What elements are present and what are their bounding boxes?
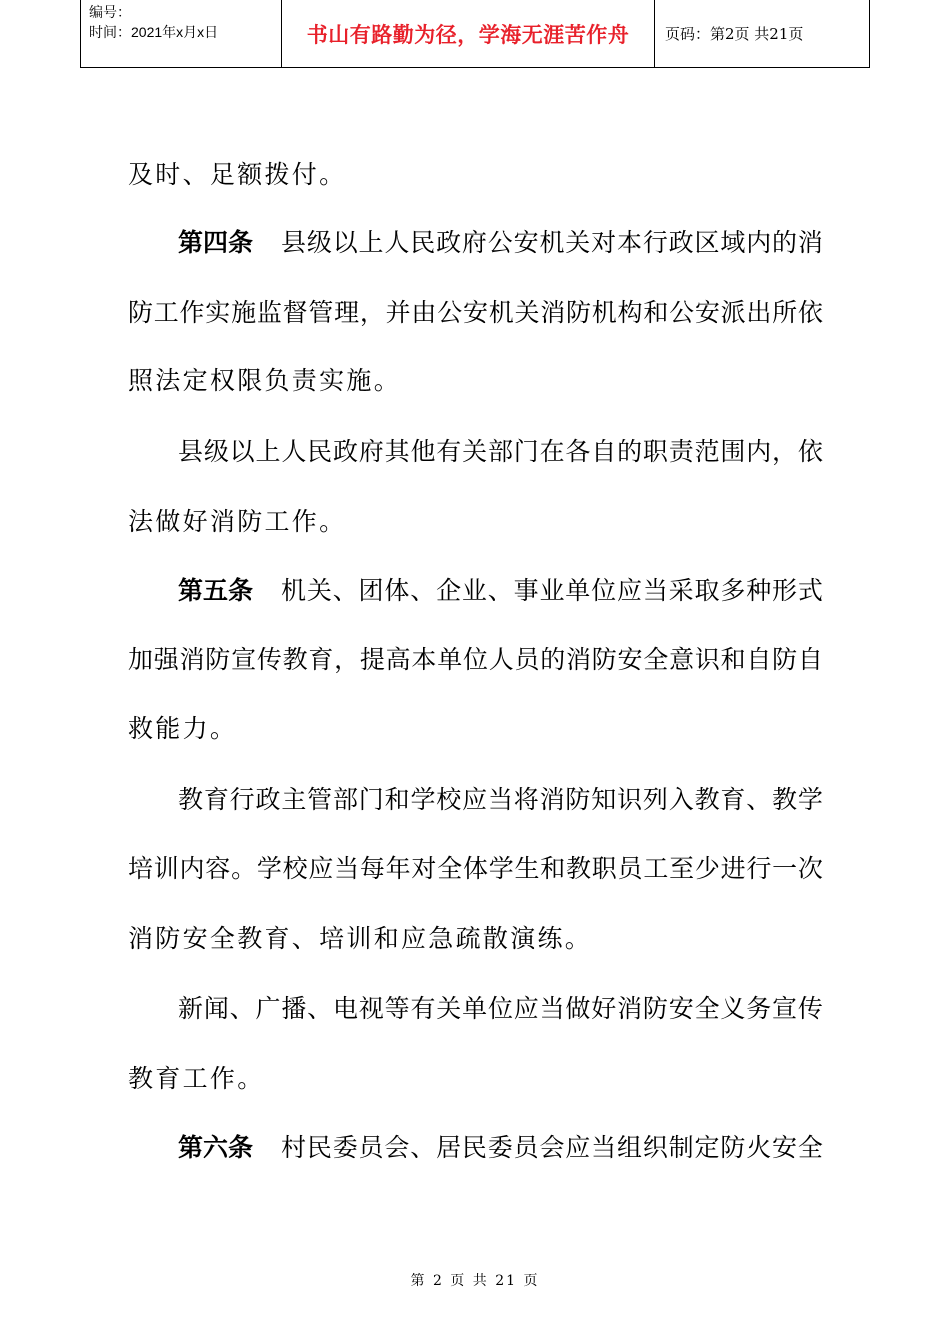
- text-line: [178, 437, 823, 467]
- text-line: [128, 298, 823, 328]
- text-line: [128, 366, 823, 396]
- page-header: [80, 0, 870, 68]
- page-footer: 第 2 页 共 21 页: [410, 1273, 540, 1289]
- text-line: [178, 1133, 823, 1163]
- header-page-info: 页码：第2页 共21页: [665, 25, 804, 43]
- line-text: 机 关 、 团 体 、 企 业 、 事 业 单 位 应 当 采 取 多 种 形 式: [281, 576, 823, 605]
- line-text: 县 级 以 上 人 民 政 府 其 他 有 关 部 门 在 各 自 的 职 责 范 围 内 ， 依: [178, 437, 823, 466]
- doc-number-label: 编号：: [89, 4, 131, 20]
- line-text: 防 工 作 实 施 监 督 管 理 ， 并 由 公 安 机 关 消 防 机 构 和 公 安 派 出 所 依: [128, 298, 823, 327]
- line-text: 新 闻 、 广 播 、 电 视 等 有 关 单 位 应 当 做 好 消 防 安 全 义 务 宣 传: [178, 994, 823, 1023]
- line-text: 及时、足额拨付。: [128, 160, 347, 189]
- header-motto-cell: [282, 0, 655, 67]
- text-line: [128, 507, 823, 537]
- line-text: 救能力。: [128, 714, 238, 743]
- line-text: 村 民 委 员 会 、 居 民 委 员 会 应 当 组 织 制 定 防 火 安 全: [281, 1133, 823, 1162]
- line-text: 加 强 消 防 宣 传 教 育 ， 提 高 本 单 位 人 员 的 消 防 安 全 意 识 和 自 防 自: [128, 645, 823, 674]
- text-line: [128, 160, 823, 190]
- header-meta: [81, 0, 282, 67]
- text-line: [178, 994, 823, 1024]
- line-text: 照法定权限负责实施。: [128, 366, 402, 395]
- text-line: [178, 576, 823, 606]
- line-text: 教育工作。: [128, 1064, 265, 1093]
- text-line: [128, 924, 823, 954]
- text-line: [128, 1064, 823, 1094]
- line-text: 县 级 以 上 人 民 政 府 公 安 机 关 对 本 行 政 区 域 内 的 消: [281, 228, 823, 257]
- line-text: 法做好消防工作。: [128, 507, 347, 536]
- header-motto: 书山有路勤为径，学海无涯苦作舟: [306, 22, 630, 47]
- doc-time-label: 时间：2021年x月x日: [89, 24, 219, 40]
- line-text: 教 育 行 政 主 管 部 门 和 学 校 应 当 将 消 防 知 识 列 入 教 育 、 教 学: [178, 785, 823, 814]
- article-heading: 第六条: [178, 1133, 254, 1162]
- text-line: [178, 228, 823, 258]
- article-heading: 第四条: [178, 228, 254, 257]
- article-heading: 第五条: [178, 576, 254, 605]
- text-line: [128, 714, 823, 744]
- line-text: 消防安全教育、培训和应急疏散演练。: [128, 924, 593, 953]
- text-line: [128, 854, 823, 884]
- header-page-cell: [655, 0, 869, 67]
- text-line: [128, 645, 823, 675]
- line-text: 培 训 内 容 。 学 校 应 当 每 年 对 全 体 学 生 和 教 职 员 工 至 少 进 行 一 次: [128, 854, 823, 883]
- text-line: [178, 785, 823, 815]
